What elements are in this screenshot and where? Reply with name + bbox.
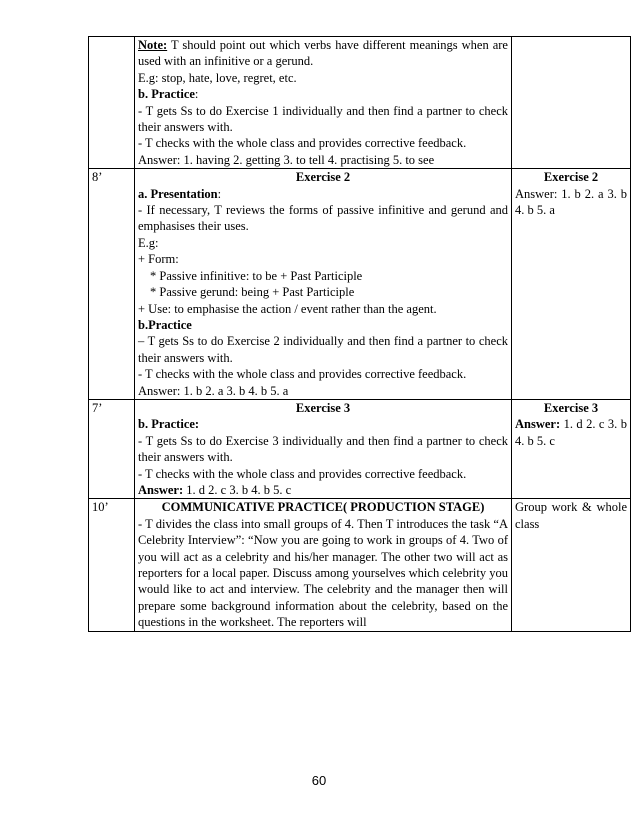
text-line: E.g: <box>138 235 159 250</box>
activity-cell <box>135 399 512 498</box>
paragraph-line: - T gets Ss to do Exercise 1 individually and then find a partner to check their answers with. <box>138 103 508 135</box>
section-heading <box>138 416 508 432</box>
answer-label: Answer: <box>515 417 561 432</box>
table-row <box>89 499 631 631</box>
exercise-title: Exercise 3 <box>543 400 599 415</box>
answer-values: 1. d 2. c 3. b 4. b 5. c <box>515 417 627 448</box>
paragraph-line: Answer: 1. having 2. getting 3. to tell 4. practising 5. to see <box>138 152 435 167</box>
activity-cell <box>135 37 512 169</box>
section-heading-label: a. Presentation <box>138 186 218 201</box>
paragraph-line: – T gets Ss to do Exercise 2 individually and then find a partner to check their answers with. <box>138 334 508 365</box>
activity-cell <box>135 499 512 631</box>
text-line: + Form: <box>138 252 179 267</box>
time-cell: 10’ <box>89 499 135 631</box>
section-heading-suffix: : <box>194 87 199 102</box>
paragraph-line: - T checks with the whole class and provides corrective feedback. <box>138 136 467 151</box>
exercise-title: COMMUNICATIVE PRACTICE( PRODUCTION STAGE) <box>161 500 485 515</box>
answer-line <box>138 482 508 498</box>
paragraph-line: - T divides the class into small groups of 4. Then T introduces the task “A Celebrity Interview”: “Now you are going to work in groups of 4. Two of you will act as a celebrity and his/her manager. The other two will act as reporters for a local paper. Discuss among yourselves which celebrity you would like to act and interview. The celebrity and the manager then will prepare some background information about the celebrity, based on the questions in the worksheet. The reporters will <box>138 516 508 630</box>
exercise-title: Exercise 2 <box>295 170 351 185</box>
text-line: + Use: to emphasise the action / event rather than the agent. <box>138 301 437 316</box>
section-heading-label: b. Practice <box>138 87 195 102</box>
exercise-title: Exercise 3 <box>295 400 351 415</box>
section-heading-suffix: : <box>217 186 222 201</box>
answer-label: Answer: <box>138 482 184 497</box>
answer-cell <box>512 169 631 400</box>
note-line <box>138 37 508 70</box>
table-row <box>89 399 631 498</box>
section-heading <box>138 186 508 202</box>
activity-cell <box>135 169 512 400</box>
section-heading <box>138 317 508 333</box>
answer-cell <box>512 37 631 169</box>
answer-cell <box>512 399 631 498</box>
paragraph-line: Answer: 1. b 2. a 3. b 4. b 5. a <box>515 186 627 218</box>
answer-line <box>515 416 627 449</box>
answer-values: 1. d 2. c 3. b 4. b 5. c <box>183 482 292 497</box>
paragraph-line: - T checks with the whole class and provides corrective feedback. <box>138 466 467 481</box>
text-line: Answer: 1. b 2. a 3. b 4. b 5. a <box>138 383 289 398</box>
indented-line: * Passive infinitive: to be + Past Participle <box>150 268 363 283</box>
lesson-plan-table <box>88 36 631 632</box>
section-heading-label: b.Practice <box>138 317 192 332</box>
paragraph-line: - T checks with the whole class and provides corrective feedback. <box>138 367 467 382</box>
page-number: 60 <box>311 773 327 788</box>
section-heading <box>138 86 508 102</box>
answer-cell <box>512 499 631 631</box>
paragraph-line: - If necessary, T reviews the forms of passive infinitive and gerund and emphasises their uses. <box>138 203 508 234</box>
table-row <box>89 37 631 169</box>
note-label: Note: <box>138 38 168 52</box>
time-cell: 8’ <box>89 169 135 400</box>
time-cell <box>89 37 135 169</box>
indented-line: * Passive gerund: being + Past Participle <box>150 285 355 300</box>
paragraph-line: - T gets Ss to do Exercise 3 individually and then find a partner to check their answers with. <box>138 433 508 465</box>
section-heading-label: b. Practice: <box>138 417 200 432</box>
paragraph-line: Group work & whole class <box>515 500 627 531</box>
exercise-title: Exercise 2 <box>543 170 599 185</box>
time-cell: 7’ <box>89 399 135 498</box>
text-line: E.g: stop, hate, love, regret, etc. <box>138 70 297 85</box>
note-text: T should point out which verbs have different meanings when are used with an infinitive or a gerund. <box>138 38 508 69</box>
table-row <box>89 169 631 400</box>
